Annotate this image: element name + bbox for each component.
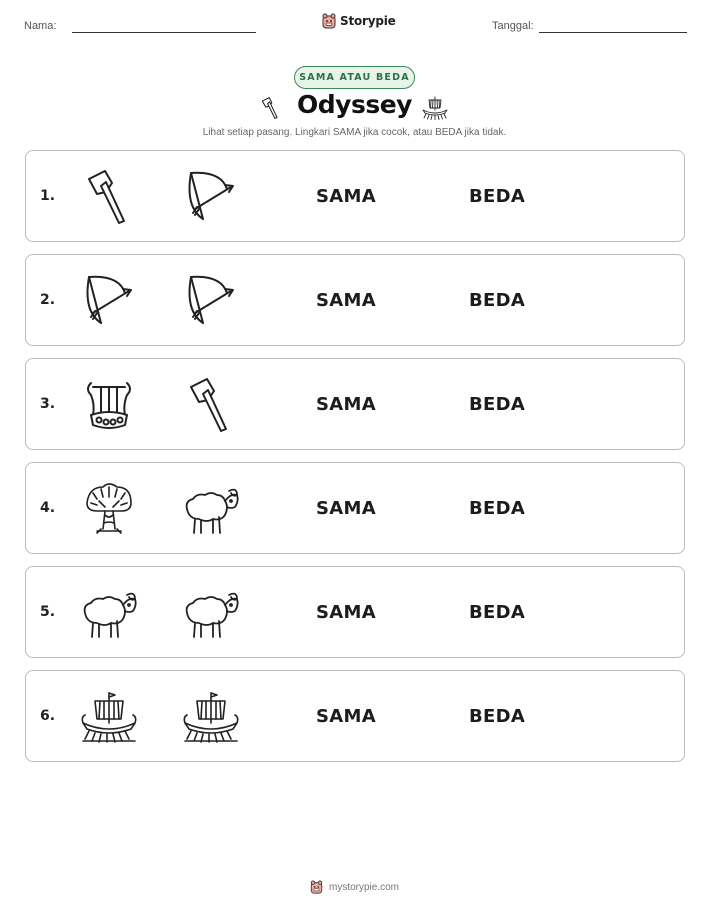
axe-icon: [79, 167, 139, 227]
same-option[interactable]: SAMA: [316, 706, 376, 727]
bow-icon: [79, 271, 139, 331]
lyre-icon: [79, 375, 139, 435]
olive-tree-icon: [79, 479, 139, 539]
axe-icon: [181, 375, 241, 435]
row-number: 6.: [40, 708, 56, 724]
row-number: 5.: [40, 604, 56, 620]
footer: [0, 880, 709, 894]
name-field-line[interactable]: [72, 32, 256, 33]
same-option[interactable]: SAMA: [316, 290, 376, 311]
ship-icon: [419, 93, 451, 127]
different-option[interactable]: BEDA: [469, 186, 526, 207]
storypie-mascot-icon: [322, 13, 336, 29]
ship-icon: [79, 687, 139, 747]
different-option[interactable]: BEDA: [469, 706, 526, 727]
brand-logo: [322, 13, 396, 29]
pair-row: [25, 254, 685, 346]
title-row: [0, 90, 709, 126]
pair-row: [25, 150, 685, 242]
different-option[interactable]: BEDA: [469, 290, 526, 311]
date-field-line[interactable]: [539, 32, 687, 33]
pair-row: [25, 462, 685, 554]
same-option[interactable]: SAMA: [316, 186, 376, 207]
name-label: Nama:: [24, 20, 57, 32]
storypie-mascot-icon: [310, 880, 323, 894]
different-option[interactable]: BEDA: [469, 602, 526, 623]
ram-icon: [181, 479, 241, 539]
ship-icon: [181, 687, 241, 747]
row-number: 1.: [40, 188, 56, 204]
footer-site[interactable]: mystorypie.com: [328, 881, 399, 893]
bow-icon: [181, 271, 241, 331]
different-option[interactable]: BEDA: [469, 394, 526, 415]
same-option[interactable]: SAMA: [316, 498, 376, 519]
pair-row: [25, 358, 685, 450]
different-option[interactable]: BEDA: [469, 498, 526, 519]
row-number: 4.: [40, 500, 56, 516]
instructions: Lihat setiap pasang. Lingkari SAMA jika cocok, atau BEDA jika tidak.: [202, 127, 507, 138]
page-title: Odyssey: [297, 90, 412, 119]
ram-icon: [181, 583, 241, 643]
worksheet-header: [0, 0, 709, 60]
row-number: 2.: [40, 292, 56, 308]
pair-row: [25, 670, 685, 762]
ram-icon: [79, 583, 139, 643]
activity-badge: SAMA ATAU BEDA: [294, 66, 415, 89]
same-option[interactable]: SAMA: [316, 394, 376, 415]
same-option[interactable]: SAMA: [316, 602, 376, 623]
date-label: Tanggal:: [492, 20, 534, 32]
row-number: 3.: [40, 396, 56, 412]
bow-icon: [181, 167, 241, 227]
pair-list: [25, 150, 685, 774]
pair-row: [25, 566, 685, 658]
brand-name: Storypie: [340, 14, 396, 28]
